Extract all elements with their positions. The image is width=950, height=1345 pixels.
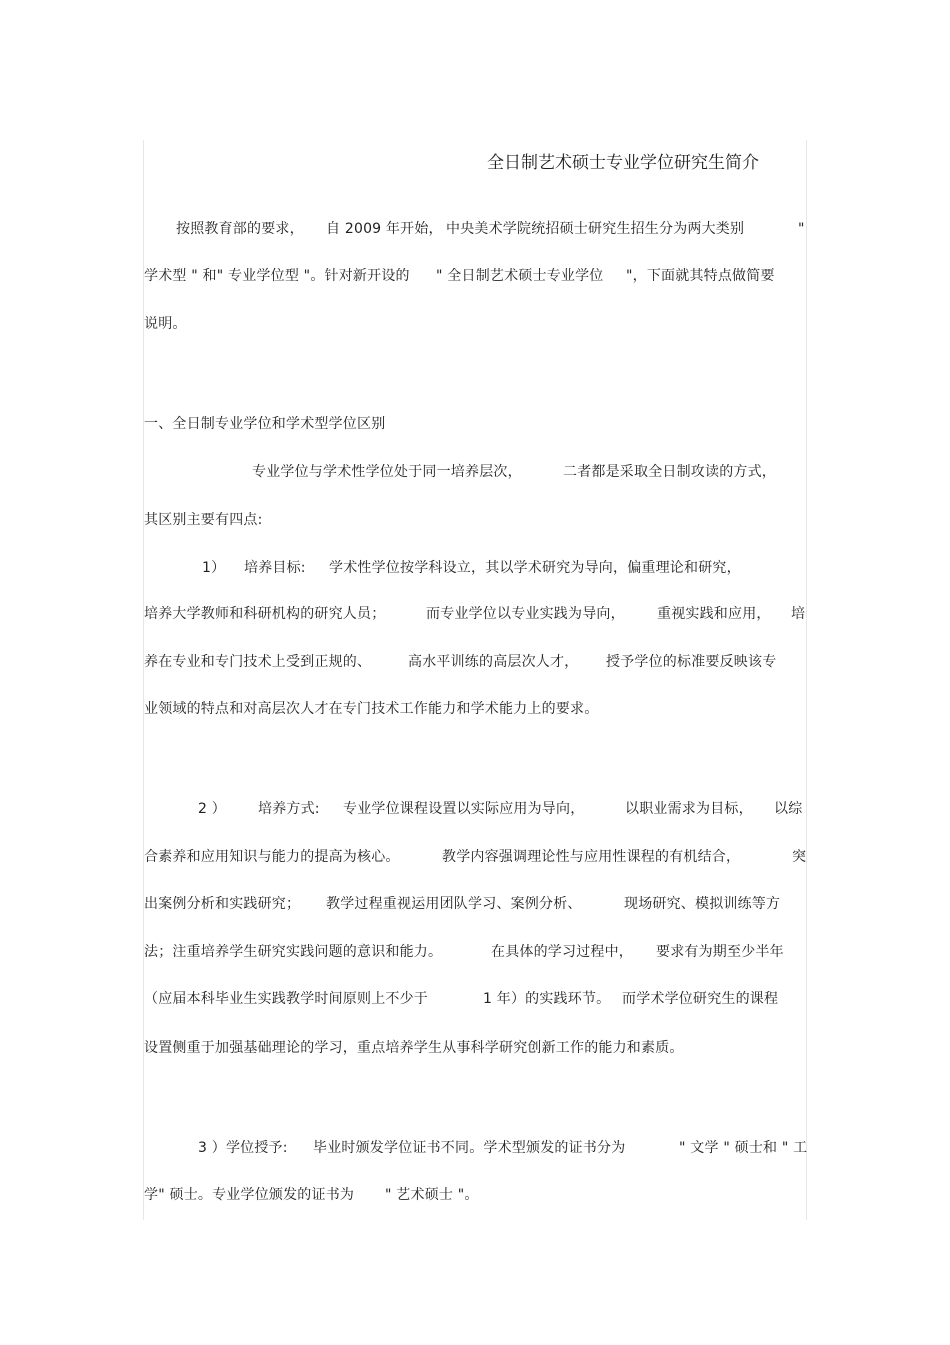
point-text: 教学内容强调理论性与应用性课程的有机结合， — [442, 849, 741, 865]
point-text: 以综 — [774, 801, 803, 817]
point-text: 养在专业和专门技术上受到正规的、 — [144, 654, 372, 670]
intro-text: 按照教育部的要求， — [176, 221, 304, 237]
point-text: " 文学 " 硕士和 " 工 — [679, 1140, 808, 1156]
point-text: 高水平训练的高层次人才， — [408, 654, 579, 670]
point-text: 教学过程重视运用团队学习、案例分析、 — [326, 896, 582, 912]
point-text: 1 年）的实践环节。 — [483, 991, 611, 1007]
point-text: 毕业时颁发学位证书不同。学术型颁发的证书分为 — [313, 1140, 626, 1156]
point-label: 3 ）学位授予: — [198, 1140, 288, 1156]
point-text: 而专业学位以专业实践为导向， — [426, 606, 625, 622]
document-title: 全日制艺术硕士专业学位研究生简介 — [487, 153, 759, 173]
point-text: 学" 硕士。专业学位颁发的证书为 — [144, 1187, 355, 1203]
section-text: 二者都是采取全日制攻读的方式， — [563, 464, 776, 480]
section-text: 其区别主要有四点: — [144, 512, 263, 528]
point-text: 设置侧重于加强基础理论的学习，重点培养学生从事科学研究创新工作的能力和素质。 — [144, 1040, 684, 1056]
point-text: 合素养和应用知识与能力的提高为核心。 — [144, 849, 400, 865]
point-text: 专业学位课程设置以实际应用为导向， — [343, 801, 585, 817]
point-text: 现场研究、模拟训练等方 — [624, 896, 781, 912]
point-text: 培养大学教师和科研机构的研究人员； — [144, 606, 386, 622]
point-text: 法；注重培养学生研究实践问题的意识和能力。 — [144, 944, 443, 960]
page-margin-line-left — [143, 140, 144, 1220]
intro-text: 说明。 — [144, 316, 187, 332]
point-text: 出案例分析和实践研究； — [144, 896, 301, 912]
intro-text: "，下面就其特点做简要 — [626, 268, 775, 284]
point-text: 突 — [792, 849, 807, 865]
intro-text: 中央美术学院统招硕士研究生招生分为两大类别 — [446, 221, 745, 237]
point-text: 以职业需求为目标， — [625, 801, 753, 817]
point-text: " 艺术硕士 "。 — [385, 1187, 479, 1203]
point-text: （应届本科毕业生实践教学时间原则上不少于 — [144, 991, 428, 1007]
intro-text: " 全日制艺术硕士专业学位 — [436, 268, 604, 284]
point-text: 培 — [791, 606, 806, 622]
point-label: 培养方式: — [258, 801, 320, 817]
point-text: 学术性学位按学科设立，其以学术研究为导向，偏重理论和研究， — [329, 560, 741, 576]
point-text: 授予学位的标准要反映该专 — [606, 654, 777, 670]
point-number: 1） — [202, 560, 226, 576]
point-text: 而学术学位研究生的课程 — [622, 991, 779, 1007]
intro-text: 学术型 " 和" 专业学位型 "。针对新开设的 — [144, 268, 410, 284]
section-heading: 一、全日制专业学位和学术型学位区别 — [144, 416, 386, 432]
point-text: 在具体的学习过程中， — [491, 944, 633, 960]
section-text: 专业学位与学术性学位处于同一培养层次， — [252, 464, 522, 480]
point-label: 培养目标: — [244, 560, 306, 576]
point-number: 2 ） — [198, 801, 226, 817]
intro-text: 自 2009 年开始， — [326, 221, 443, 237]
point-text: 要求有为期至少半年 — [656, 944, 784, 960]
intro-text: " — [798, 221, 805, 237]
page-margin-line-right — [806, 140, 807, 1220]
point-text: 业领域的特点和对高层次人才在专门技术工作能力和学术能力上的要求。 — [144, 701, 599, 717]
point-text: 重视实践和应用， — [657, 606, 771, 622]
